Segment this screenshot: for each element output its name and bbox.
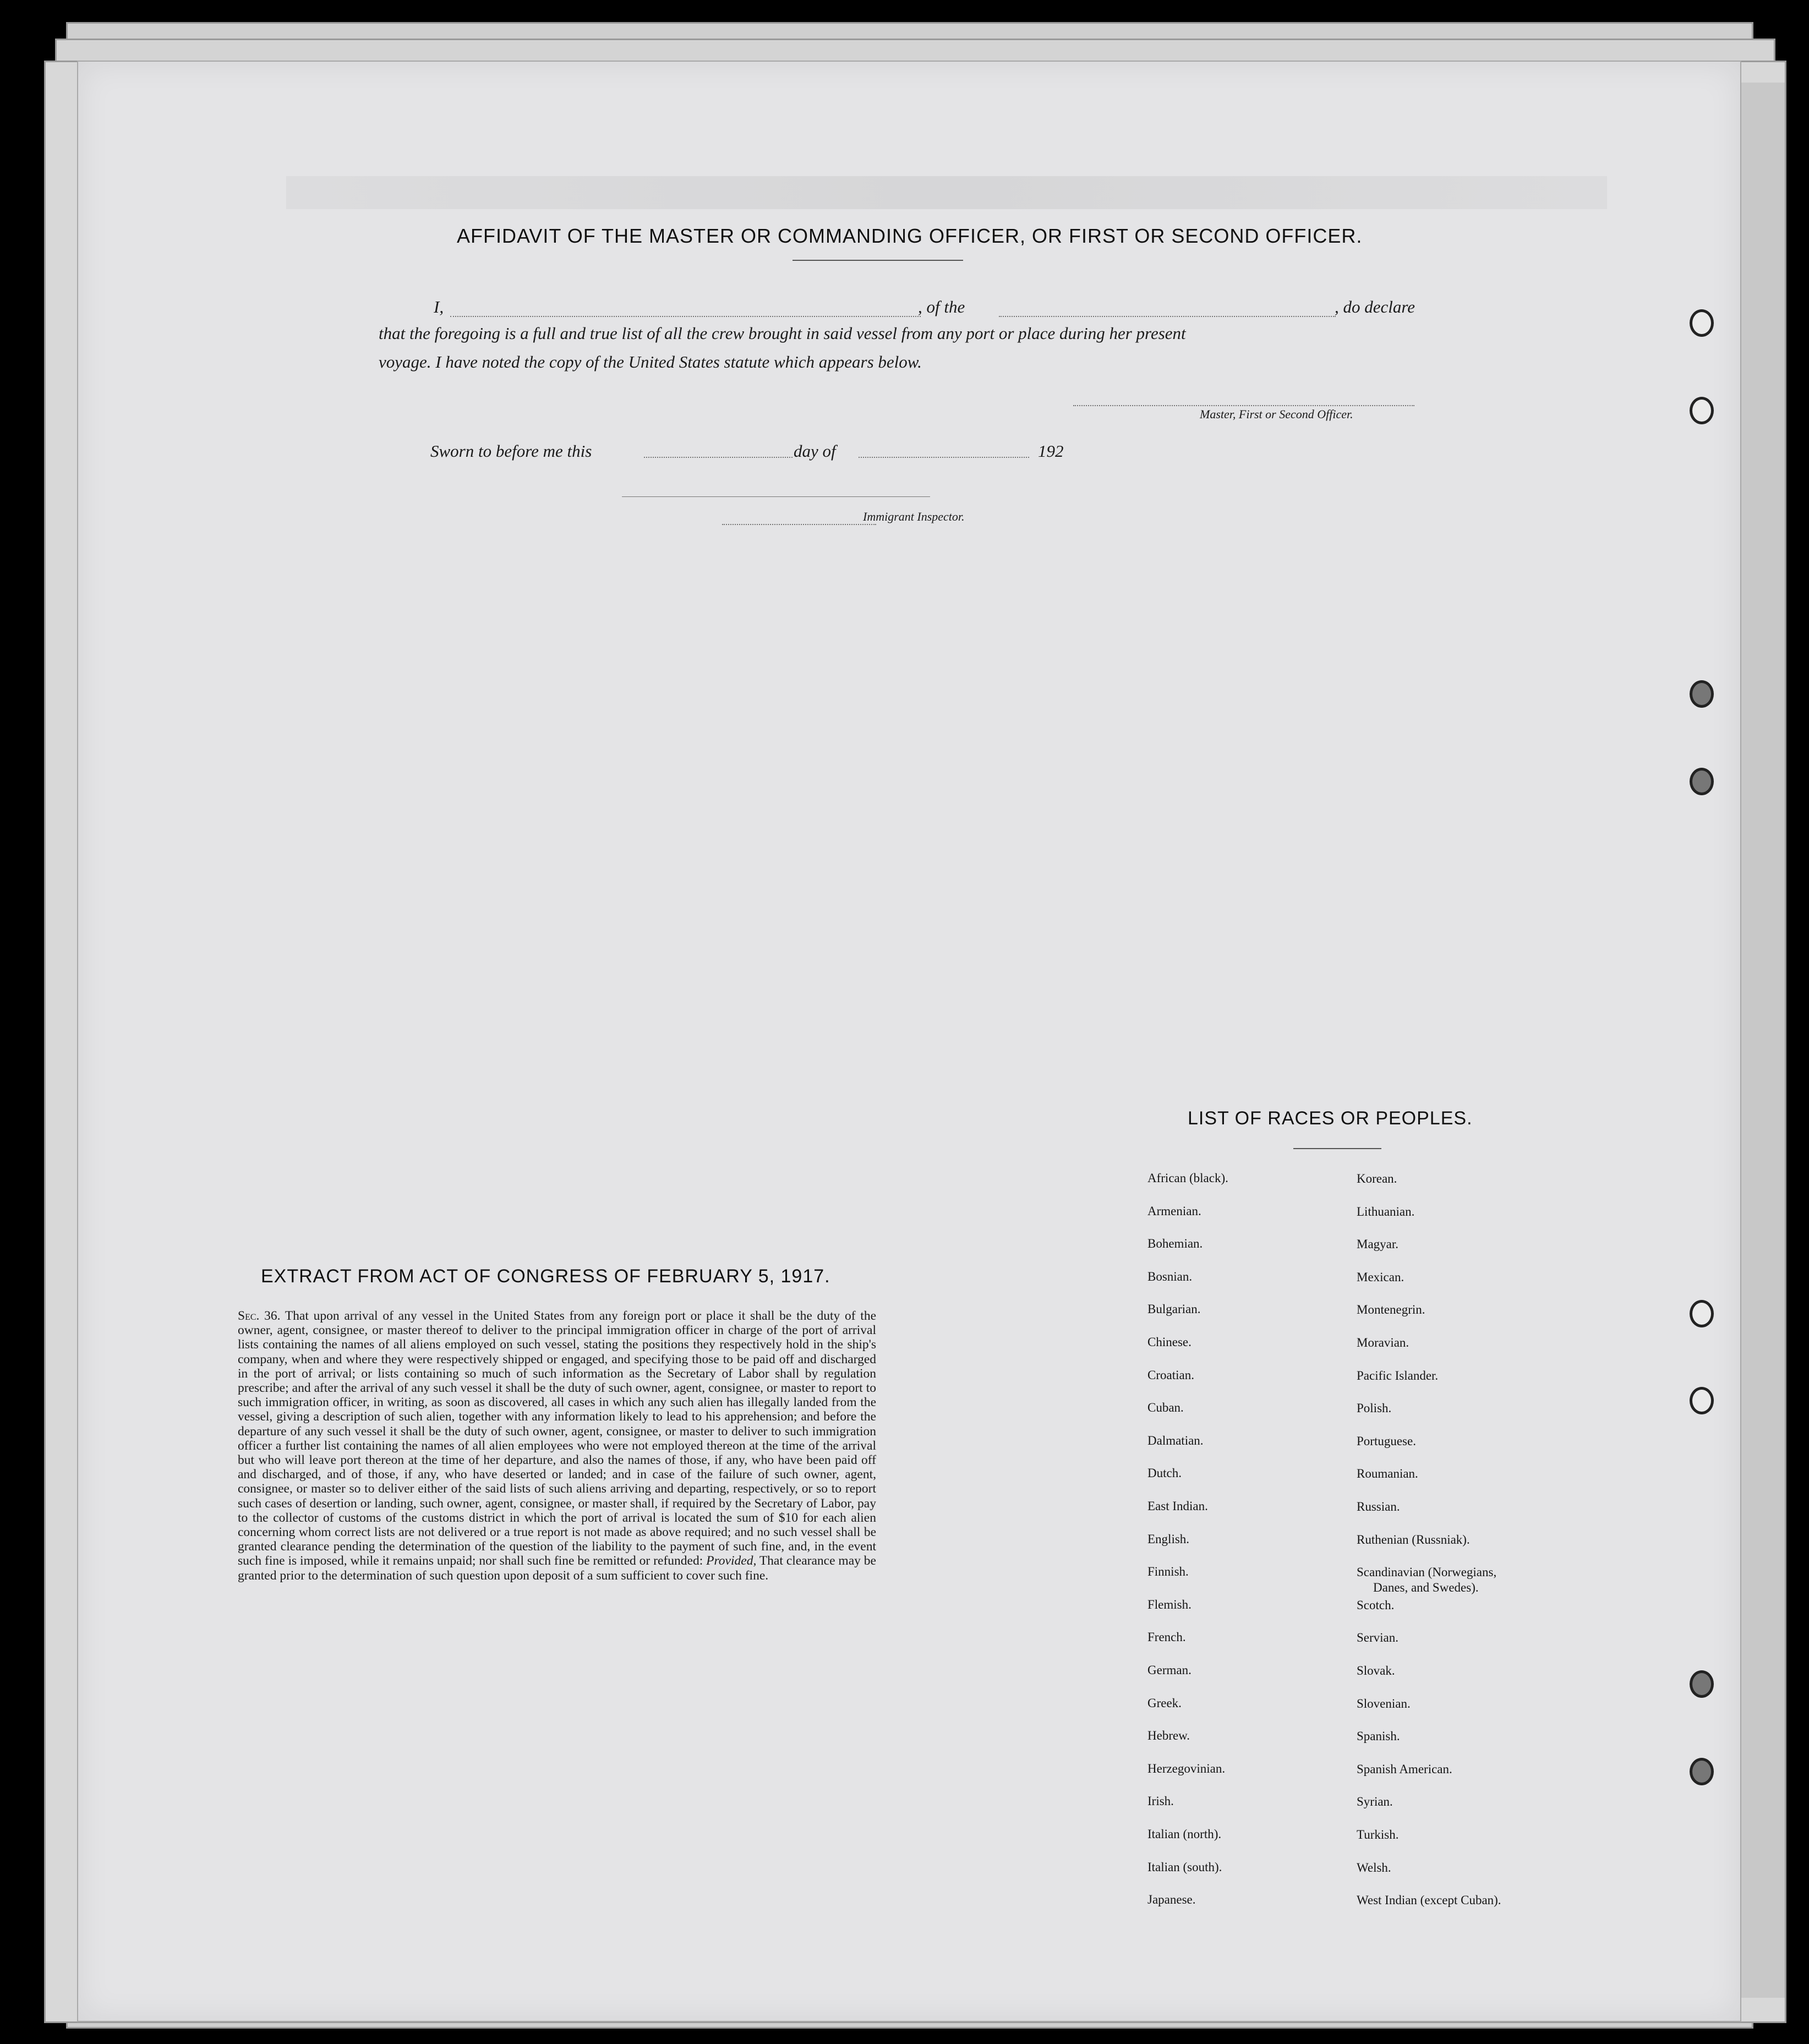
binder-hole xyxy=(1690,397,1714,424)
race-item: Hebrew. xyxy=(1147,1729,1190,1742)
race-item: Lithuanian. xyxy=(1357,1205,1415,1218)
race-item: Servian. xyxy=(1357,1631,1399,1644)
affidavit-do-declare: , do declare xyxy=(1335,297,1415,316)
master-label: Master, First or Second Officer. xyxy=(1200,407,1353,421)
binder-hole xyxy=(1690,768,1714,795)
race-item: French. xyxy=(1147,1630,1186,1644)
sworn-prefix: Sworn to before me this xyxy=(430,441,592,461)
races-title-rule xyxy=(1293,1148,1381,1149)
inspector-label: Immigrant Inspector. xyxy=(863,510,965,523)
bleed-through-shadow xyxy=(286,176,1607,209)
section-label: Sec. 36. xyxy=(238,1309,281,1323)
race-item: Mexican. xyxy=(1357,1270,1404,1284)
race-item: Danes, and Swedes). xyxy=(1373,1581,1479,1594)
race-item: Spanish. xyxy=(1357,1729,1400,1743)
race-item: Greek. xyxy=(1147,1696,1182,1710)
race-item: Polish. xyxy=(1357,1401,1392,1415)
race-item: Dutch. xyxy=(1147,1466,1182,1480)
master-signature-line[interactable] xyxy=(1073,405,1414,406)
sworn-year: 192 xyxy=(1038,441,1064,461)
title-rule xyxy=(793,260,963,261)
affidavit-line2: that the foregoing is a full and true list of all the crew brought in said vessel from any port or place during her present xyxy=(379,324,1186,343)
race-item: Flemish. xyxy=(1147,1598,1192,1611)
race-item: Croatian. xyxy=(1147,1368,1194,1382)
name-blank[interactable] xyxy=(450,316,921,317)
race-item: Scandinavian (Norwegians, xyxy=(1357,1565,1497,1579)
race-item: Welsh. xyxy=(1357,1861,1391,1874)
binder-hole xyxy=(1690,309,1714,337)
race-item: Magyar. xyxy=(1357,1237,1399,1251)
sworn-month-blank[interactable] xyxy=(859,457,1029,458)
race-item: Japanese. xyxy=(1147,1893,1196,1906)
sheet-edge xyxy=(1739,83,1785,1998)
statute-text-part1: That upon arrival of any vessel in the United States from any foreign port or place it shall be the duty of the owner, agent, consignee, or master thereof to deliver to the principal immigration officer in charge of the port of arrival lists containing the names of all aliens employed on such vessel, stating the positions they respectively hold in the ship's company, when and where they were respectively shipped or engaged, and specifying those to be paid off and discharged in the port of arrival; or lists containing so much of such information as the Secretary of Labor shall by regulation prescribe; and after the arrival of any such vessel it shall be the duty of such owner, agent, consignee, or master to report to such immigration officer, in writing, as soon as discovered, all cases in which any such alien has illegally landed from the vessel, giving a description of such alien, together with any information likely to lead to his apprehension; and before the departure of any such vessel it shall be the duty of such owner, agent, consignee, or master to deliver to such immigration officer a further list containing the names of all alien employees who were not employed thereon at the time of the arrival but who will leave port thereon at the time of her departure, and also the names of those, if any, who have been paid off and discharged, and of those, if any, who have deserted or landed; and in case of the failure of such owner, agent, consignee, or master so to deliver either of the said lists of such aliens arriving and departing, respectively, or so to report such cases of desertion or landing, such owner, agent, consignee, or master shall, if required by the Secretary of Labor, pay to the collector of customs of the customs district in which the port of arrival is located the sum of $10 for each alien concerning whom correct lists are not delivered or a true report is not made as above required; and no such vessel shall be granted clearance pending the determination of the question of the liability to the payment of such fine, and, in the event such fine is imposed, while it remains unpaid; nor shall such fine be remitted or refunded: xyxy=(238,1309,877,1568)
statute-text xyxy=(238,1309,876,1583)
race-item: Finnish. xyxy=(1147,1565,1189,1578)
sworn-day-blank[interactable] xyxy=(644,457,793,458)
affidavit-title: AFFIDAVIT OF THE MASTER OR COMMANDING OFFICER, OR FIRST OR SECOND OFFICER. xyxy=(457,225,1363,247)
race-item: Dalmatian. xyxy=(1147,1434,1204,1447)
binder-hole xyxy=(1690,1387,1714,1414)
binder-hole xyxy=(1690,1670,1714,1698)
affidavit-line3: voyage. I have noted the copy of the United States statute which appears below. xyxy=(379,352,922,371)
race-item: Armenian. xyxy=(1147,1204,1201,1218)
extract-title: EXTRACT FROM ACT OF CONGRESS OF FEBRUARY 5, 1917. xyxy=(261,1266,830,1287)
race-item: Ruthenian (Russniak). xyxy=(1357,1533,1470,1546)
race-item: West Indian (except Cuban). xyxy=(1357,1893,1501,1907)
race-item: Roumanian. xyxy=(1357,1467,1418,1480)
race-item: Herzegovinian. xyxy=(1147,1762,1226,1775)
race-item: Italian (north). xyxy=(1147,1827,1222,1841)
race-item: Slovenian. xyxy=(1357,1697,1411,1710)
race-item: Cuban. xyxy=(1147,1401,1184,1414)
race-item: East Indian. xyxy=(1147,1499,1208,1513)
race-item: German. xyxy=(1147,1663,1192,1677)
race-item: Pacific Islander. xyxy=(1357,1369,1439,1382)
statute-text-part2: That clearance may be granted prior to the determination of such question upon deposit of a sum sufficient to cover such fine. xyxy=(238,1554,876,1583)
race-item: Slovak. xyxy=(1357,1664,1395,1677)
race-item: English. xyxy=(1147,1532,1190,1546)
race-item: Scotch. xyxy=(1357,1598,1395,1612)
statute-provided: Provided, xyxy=(706,1554,757,1568)
race-item: Bulgarian. xyxy=(1147,1302,1201,1316)
race-item: Chinese. xyxy=(1147,1335,1192,1349)
race-item: Montenegrin. xyxy=(1357,1303,1425,1316)
inspector-signature-line[interactable] xyxy=(722,524,876,525)
binder-hole xyxy=(1690,1300,1714,1327)
race-item: Italian (south). xyxy=(1147,1860,1222,1874)
binder-hole xyxy=(1690,680,1714,708)
race-item: Irish. xyxy=(1147,1794,1174,1808)
vessel-blank[interactable] xyxy=(999,316,1336,317)
race-item: Turkish. xyxy=(1357,1828,1399,1841)
race-item: Portuguese. xyxy=(1357,1434,1416,1448)
sworn-day-of: day of xyxy=(794,441,836,461)
affidavit-line1-i: I, xyxy=(434,297,444,316)
race-item: Spanish American. xyxy=(1357,1762,1452,1776)
race-item: Russian. xyxy=(1357,1500,1400,1513)
race-item: Moravian. xyxy=(1357,1336,1409,1349)
affidavit-of-the: , of the xyxy=(918,297,965,316)
race-item: Bosnian. xyxy=(1147,1270,1193,1283)
race-item: African (black). xyxy=(1147,1171,1228,1185)
race-item: Korean. xyxy=(1357,1172,1397,1185)
binder-hole xyxy=(1690,1758,1714,1785)
races-title: LIST OF RACES OR PEOPLES. xyxy=(1188,1108,1473,1129)
race-item: Syrian. xyxy=(1357,1795,1393,1808)
race-item: Bohemian. xyxy=(1147,1237,1203,1250)
inspector-rule xyxy=(622,496,930,497)
